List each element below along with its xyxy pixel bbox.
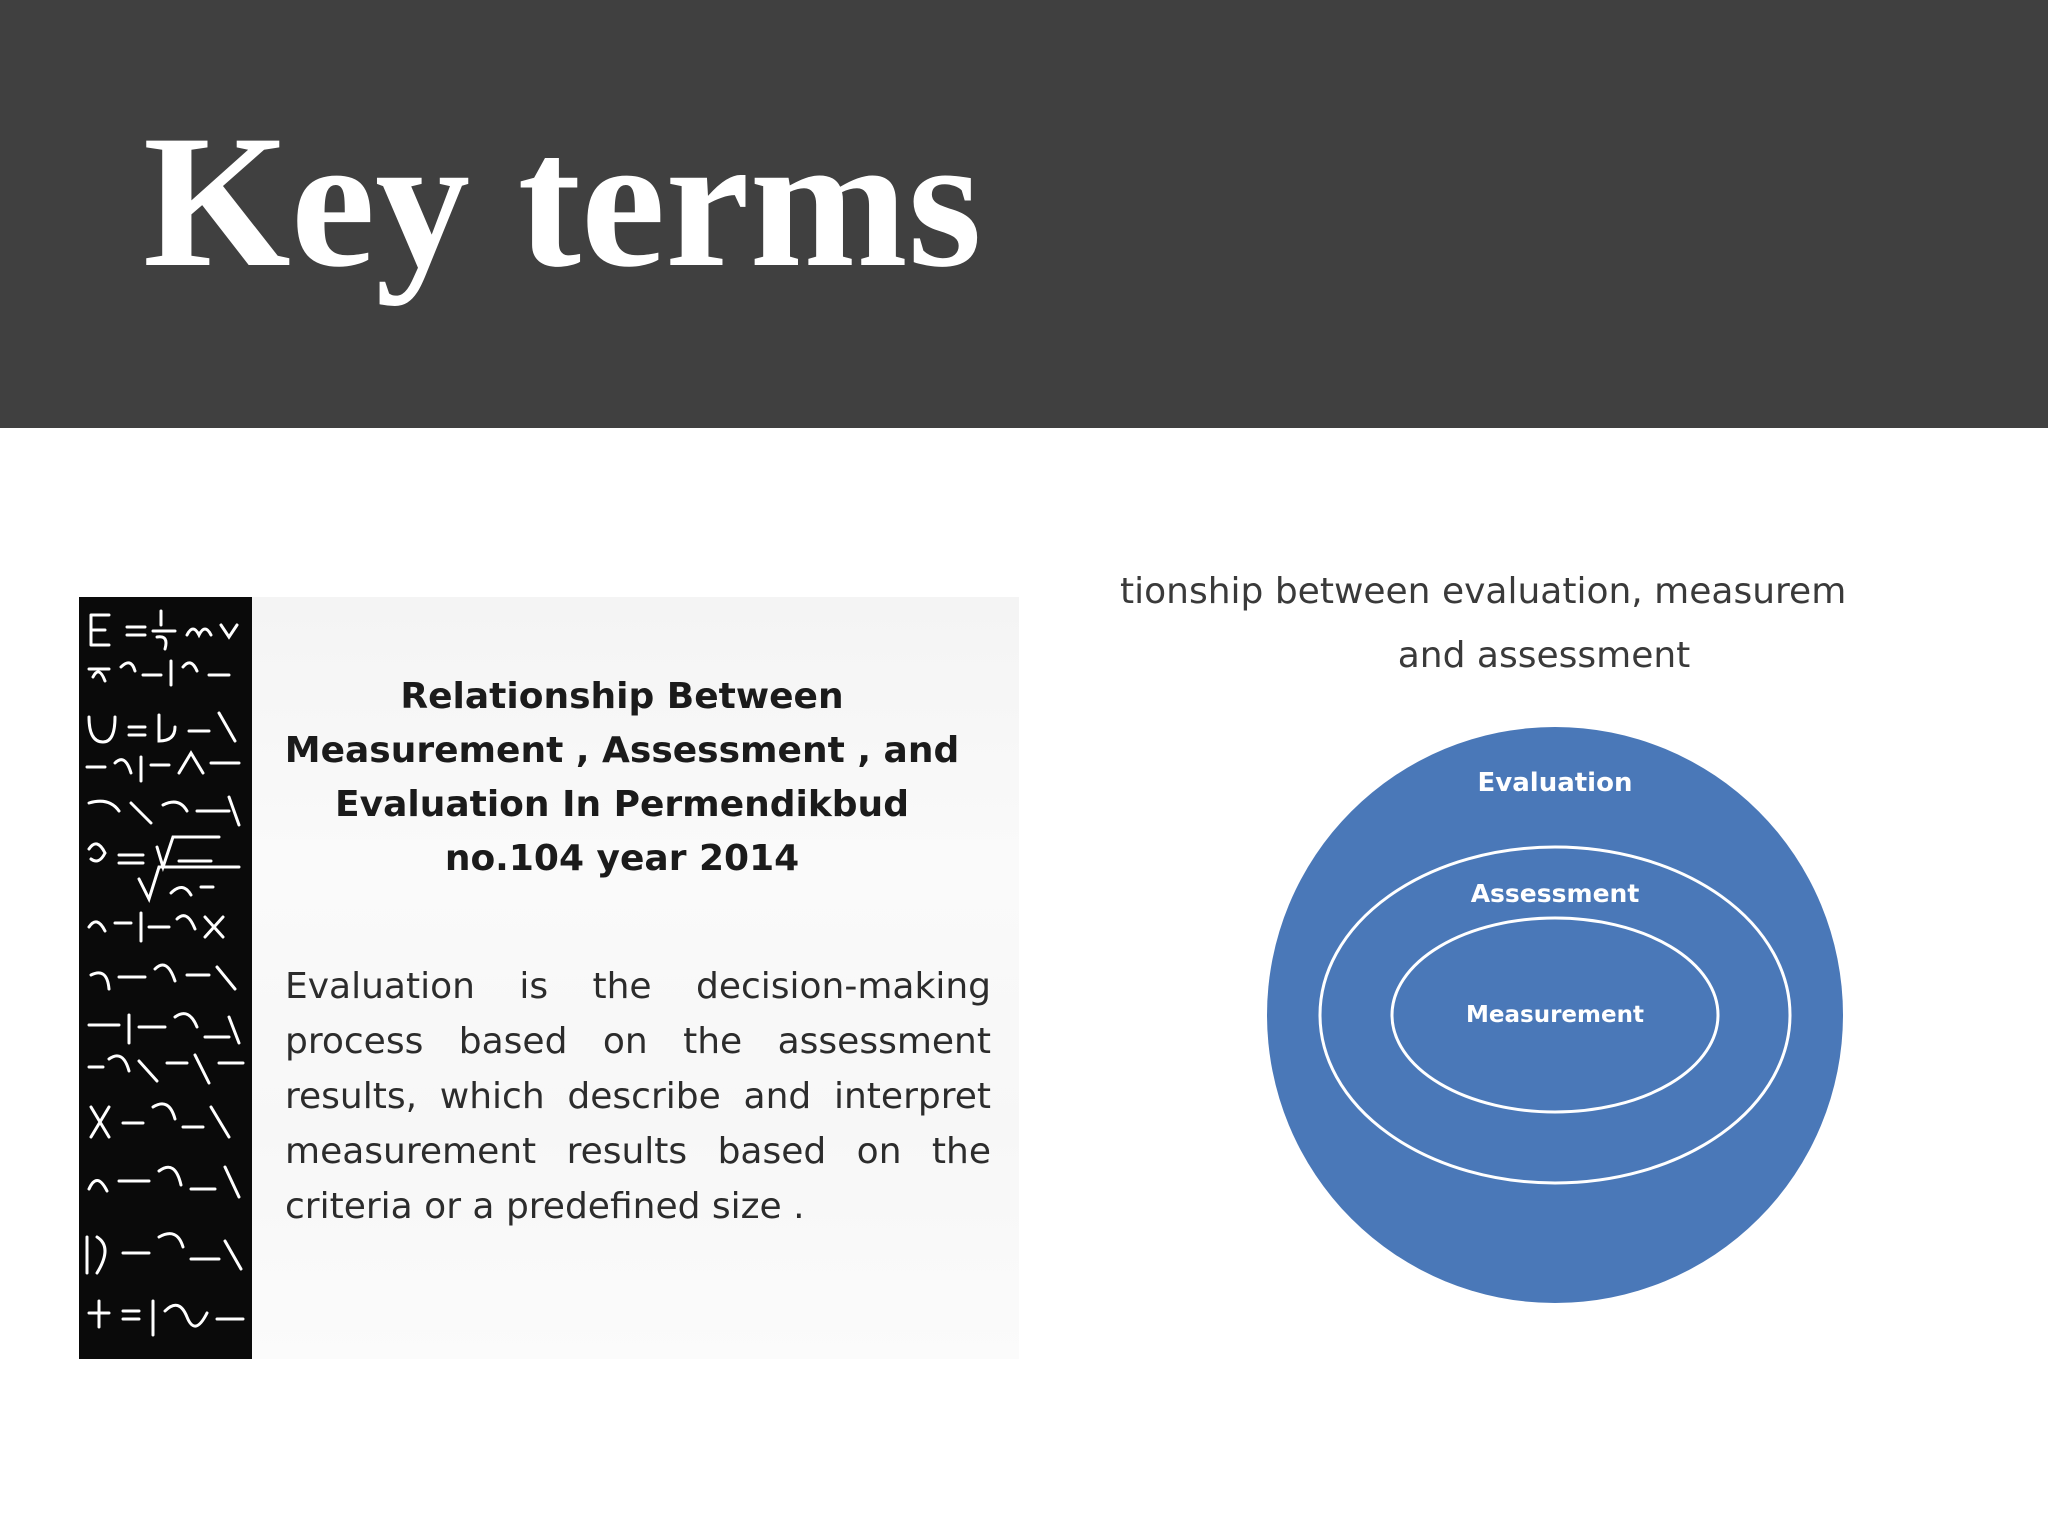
- evaluation-definition-text: Evaluation is the decision-making process based on the assessment results, which describe and interpret measurement results based on the criteria or a predefined size .: [285, 966, 991, 1227]
- assessment-label: Assessment: [1470, 879, 1640, 908]
- equations-strip-image: [79, 597, 252, 1359]
- handwritten-equations-graphic: [79, 597, 252, 1359]
- diagram-caption-line-2: and assessment: [1397, 635, 1691, 676]
- measurement-label: Measurement: [1466, 1002, 1644, 1028]
- title-bar: [0, 0, 2048, 428]
- diagram-caption-line-1: tionship between evaluation, measurem: [1120, 571, 1847, 612]
- relationship-text-image: [79, 597, 1019, 1359]
- relationship-heading: Relationship Between Measurement , Assessment , and Evaluation In Permendikbud no.104 year 2014: [284, 676, 960, 879]
- evaluation-label: Evaluation: [1477, 768, 1633, 798]
- slide-title: Key terms: [143, 97, 982, 307]
- concentric-diagram-image: [1120, 530, 1968, 1490]
- concentric-rings-diagram: [1120, 530, 1968, 1490]
